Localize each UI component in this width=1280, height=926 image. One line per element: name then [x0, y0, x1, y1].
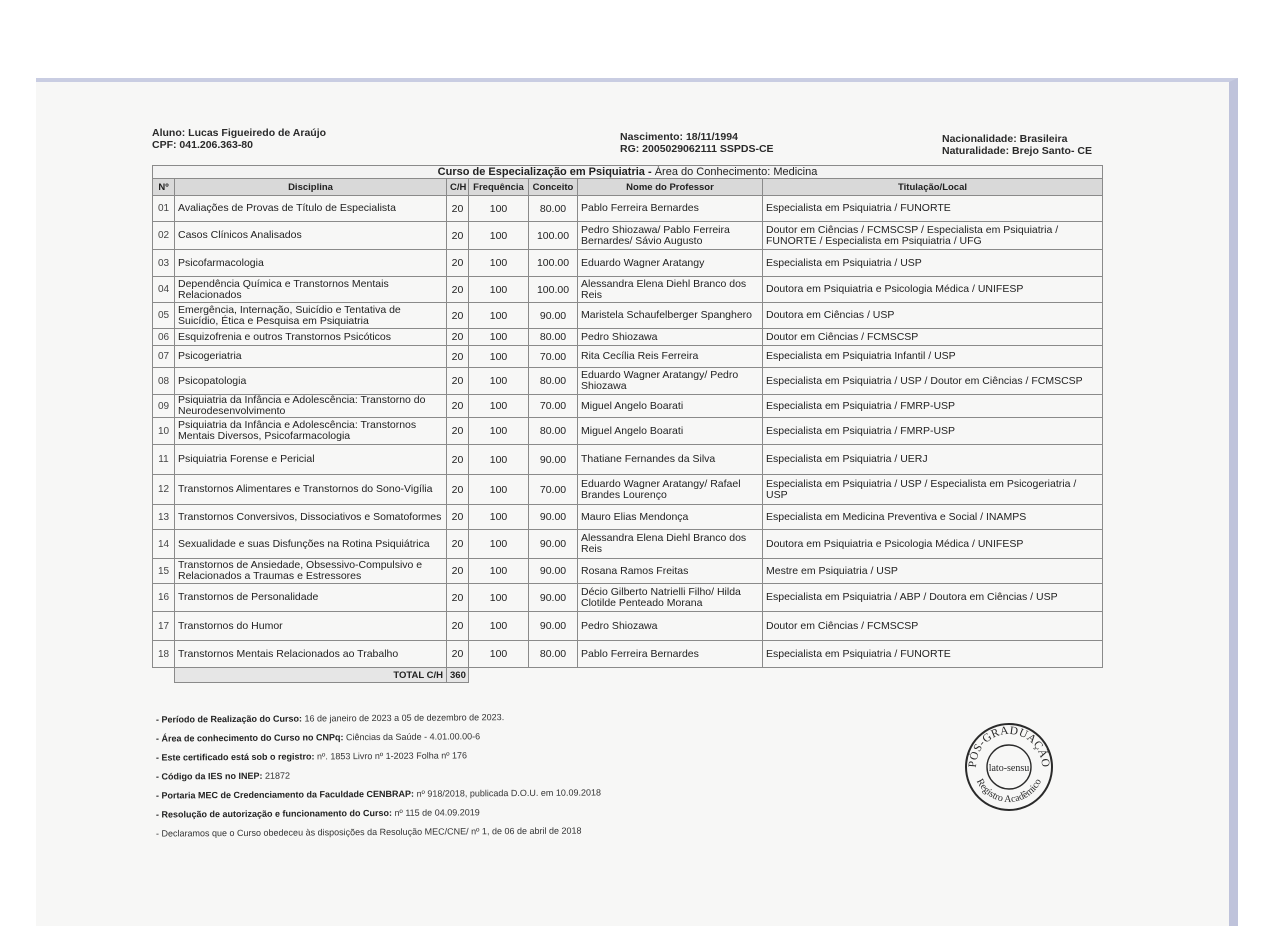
row-num: 01 [153, 196, 175, 222]
row-disciplina: Transtornos Conversivos, Dissociativos e Somatoformes [175, 505, 447, 530]
note-value: nº 918/2018, publicada D.O.U. em 10.09.2018 [416, 787, 601, 799]
header-ch: C/H [447, 179, 469, 196]
table-row [153, 303, 1103, 329]
row-disciplina: Transtornos Alimentares e Transtornos do Sono-Vigília [175, 475, 447, 505]
row-titulacao: Doutor em Ciências / FCMSCSP [763, 329, 1103, 346]
header-conceito: Conceito [529, 179, 578, 196]
grade-table-body [153, 196, 1103, 668]
row-ch: 20 [447, 303, 469, 329]
row-titulacao: Mestre em Psiquiatria / USP [763, 559, 1103, 584]
row-titulacao: Especialista em Psiquiatria / FUNORTE [763, 196, 1103, 222]
row-ch: 20 [447, 277, 469, 303]
aluno-name: Lucas Figueiredo de Araújo [188, 127, 327, 139]
student-birth-block [620, 131, 774, 155]
row-frequencia: 100 [469, 445, 529, 475]
table-row [153, 612, 1103, 641]
table-row [153, 445, 1103, 475]
table-row [153, 222, 1103, 250]
row-professor: Eduardo Wagner Aratangy [578, 250, 763, 277]
note-value: nº. 1853 Livro nº 1-2023 Folha nº 176 [316, 750, 468, 762]
row-conceito: 80.00 [529, 418, 578, 445]
row-conceito: 90.00 [529, 612, 578, 641]
row-disciplina: Transtornos de Ansiedade, Obsessivo-Compulsivo e Relacionados a Traumas e Estressores [175, 559, 447, 584]
row-num: 06 [153, 329, 175, 346]
row-ch: 20 [447, 196, 469, 222]
grade-table [152, 165, 1103, 683]
row-titulacao: Especialista em Psiquiatria / ABP / Doutora em Ciências / USP [763, 584, 1103, 612]
row-disciplina: Psicogeriatria [175, 346, 447, 368]
row-professor: Miguel Angelo Boarati [578, 395, 763, 418]
row-conceito: 90.00 [529, 505, 578, 530]
table-row [153, 329, 1103, 346]
row-titulacao: Especialista em Psiquiatria / USP [763, 250, 1103, 277]
row-disciplina: Transtornos do Humor [175, 612, 447, 641]
row-ch: 20 [447, 505, 469, 530]
row-ch: 20 [447, 559, 469, 584]
row-ch: 20 [447, 222, 469, 250]
table-row [153, 559, 1103, 584]
row-num: 04 [153, 277, 175, 303]
row-frequencia: 100 [469, 559, 529, 584]
row-titulacao: Especialista em Psiquiatria / UERJ [763, 445, 1103, 475]
table-row [153, 418, 1103, 445]
table-row [153, 277, 1103, 303]
row-titulacao: Doutora em Psiquiatria e Psicologia Médica / UNIFESP [763, 277, 1103, 303]
row-num: 15 [153, 559, 175, 584]
row-professor: Alessandra Elena Diehl Branco dos Reis [578, 277, 763, 303]
row-conceito: 90.00 [529, 445, 578, 475]
note-value: 21872 [264, 770, 291, 781]
caption-area: Área do Conhecimento: Medicina [654, 166, 818, 178]
row-professor: Pablo Ferreira Bernardes [578, 196, 763, 222]
row-titulacao: Doutora em Psiquiatria e Psicologia Médica / UNIFESP [763, 530, 1103, 559]
row-professor: Eduardo Wagner Aratangy/ Rafael Brandes Lourenço [578, 475, 763, 505]
row-ch: 20 [447, 445, 469, 475]
table-row [153, 196, 1103, 222]
row-num: 16 [153, 584, 175, 612]
note-label: - Área de conhecimento do Curso no CNPq: [155, 732, 344, 744]
row-num: 11 [153, 445, 175, 475]
header-titulacao: Titulação/Local [763, 179, 1103, 196]
row-num: 07 [153, 346, 175, 368]
row-professor: Thatiane Fernandes da Silva [578, 445, 763, 475]
row-professor: Miguel Angelo Boarati [578, 418, 763, 445]
row-titulacao: Especialista em Psiquiatria Infantil / USP [763, 346, 1103, 368]
caption-course: Curso de Especialização em Psiquiatria - [437, 166, 652, 178]
row-frequencia: 100 [469, 612, 529, 641]
course-notes [156, 713, 601, 846]
stamp-top-text: PÓS-GRADUAÇÃO [966, 724, 1052, 769]
note-label: - Este certificado está sob o registro: [155, 751, 315, 763]
table-row [153, 250, 1103, 277]
row-titulacao: Doutor em Ciências / FCMSCSP / Especialista em Psiquiatria / FUNORTE / Especialista em Psiquiatria / UFG [763, 222, 1103, 250]
table-row [153, 346, 1103, 368]
row-num: 18 [153, 641, 175, 668]
note-value: Ciências da Saúde - 4.01.00.00-6 [345, 731, 481, 743]
row-conceito: 90.00 [529, 584, 578, 612]
header-num: Nº [153, 179, 175, 196]
row-frequencia: 100 [469, 222, 529, 250]
row-titulacao: Doutora em Ciências / USP [763, 303, 1103, 329]
header-frequencia: Frequência [469, 179, 529, 196]
row-ch: 20 [447, 530, 469, 559]
student-origin-block [942, 133, 1092, 157]
row-conceito: 80.00 [529, 368, 578, 395]
note-label: - Código da IES no INEP: [155, 770, 263, 782]
row-professor: Pedro Shiozawa/ Pablo Ferreira Bernardes/ Sávio Augusto [578, 222, 763, 250]
student-id-block [152, 127, 326, 151]
note-label: - Período de Realização do Curso: [155, 713, 303, 725]
row-titulacao: Especialista em Psiquiatria / FUNORTE [763, 641, 1103, 668]
row-professor: Eduardo Wagner Aratangy/ Pedro Shiozawa [578, 368, 763, 395]
rg-label: RG: [620, 143, 640, 155]
stamp-bottom-text: Registro Acadêmico [974, 776, 1044, 806]
row-frequencia: 100 [469, 475, 529, 505]
row-frequencia: 100 [469, 641, 529, 668]
svg-text:PÓS-GRADUAÇÃO [966, 725, 1052, 768]
row-professor: Mauro Elias Mendonça [578, 505, 763, 530]
row-num: 14 [153, 530, 175, 559]
row-frequencia: 100 [469, 303, 529, 329]
row-frequencia: 100 [469, 505, 529, 530]
nacionalidade-label: Nacionalidade: [942, 133, 1017, 145]
row-num: 17 [153, 612, 175, 641]
row-professor: Rita Cecília Reis Ferreira [578, 346, 763, 368]
row-titulacao: Especialista em Medicina Preventiva e Social / INAMPS [763, 505, 1103, 530]
note-line [156, 825, 601, 847]
row-ch: 20 [447, 395, 469, 418]
row-frequencia: 100 [469, 196, 529, 222]
naturalidade-label: Naturalidade: [942, 145, 1010, 157]
row-frequencia: 100 [469, 530, 529, 559]
row-titulacao: Especialista em Psiquiatria / FMRP-USP [763, 418, 1103, 445]
row-conceito: 90.00 [529, 303, 578, 329]
cpf-label: CPF: [152, 139, 177, 151]
note-label: - Resolução de autorização e funcionamento do Curso: [155, 807, 393, 820]
row-conceito: 70.00 [529, 395, 578, 418]
table-row [153, 530, 1103, 559]
table-caption [153, 166, 1103, 179]
row-conceito: 100.00 [529, 222, 578, 250]
row-professor: Alessandra Elena Diehl Branco dos Reis [578, 530, 763, 559]
total-blank [469, 668, 1103, 683]
row-num: 05 [153, 303, 175, 329]
row-ch: 20 [447, 418, 469, 445]
row-frequencia: 100 [469, 395, 529, 418]
row-conceito: 80.00 [529, 641, 578, 668]
row-num: 08 [153, 368, 175, 395]
row-ch: 20 [447, 475, 469, 505]
row-frequencia: 100 [469, 277, 529, 303]
row-disciplina: Transtornos Mentais Relacionados ao Trabalho [175, 641, 447, 668]
row-ch: 20 [447, 584, 469, 612]
cpf-value: 041.206.363-80 [179, 139, 253, 151]
row-num: 10 [153, 418, 175, 445]
naturalidade-value: Brejo Santo- CE [1012, 145, 1092, 157]
aluno-label: Aluno: [152, 127, 186, 139]
row-titulacao: Doutor em Ciências / FCMSCSP [763, 612, 1103, 641]
table-row [153, 505, 1103, 530]
row-titulacao: Especialista em Psiquiatria / FMRP-USP [763, 395, 1103, 418]
row-disciplina: Psicopatologia [175, 368, 447, 395]
note-value: - Declaramos que o Curso obedeceu às disposições da Resolução MEC/CNE/ nº 1, de 06 de abril de 2018 [155, 825, 582, 839]
row-disciplina: Avaliações de Provas de Título de Especialista [175, 196, 447, 222]
table-row [153, 368, 1103, 395]
stamp-center-text: lato-sensu [988, 763, 1030, 774]
nacionalidade-value: Brasileira [1019, 133, 1068, 145]
nascimento-label: Nascimento: [620, 131, 684, 143]
row-disciplina: Dependência Química e Transtornos Mentais Relacionados [175, 277, 447, 303]
row-frequencia: 100 [469, 250, 529, 277]
row-disciplina: Sexualidade e suas Disfunções na Rotina Psiquiátrica [175, 530, 447, 559]
row-professor: Décio Gilberto Natrielli Filho/ Hilda Clotilde Penteado Morana [578, 584, 763, 612]
row-conceito: 70.00 [529, 475, 578, 505]
row-conceito: 100.00 [529, 250, 578, 277]
row-frequencia: 100 [469, 368, 529, 395]
row-conceito: 80.00 [529, 196, 578, 222]
nascimento-value: 18/11/1994 [685, 131, 738, 143]
academic-registry-stamp [964, 722, 1054, 812]
total-value: 360 [447, 668, 469, 683]
row-ch: 20 [447, 250, 469, 277]
total-label: TOTAL C/H [175, 668, 447, 683]
row-disciplina: Psiquiatria da Infância e Adolescência: Transtornos Mentais Diversos, Psicofarmacologia [175, 418, 447, 445]
row-conceito: 90.00 [529, 559, 578, 584]
row-professor: Pedro Shiozawa [578, 612, 763, 641]
row-frequencia: 100 [469, 329, 529, 346]
row-professor: Rosana Ramos Freitas [578, 559, 763, 584]
svg-text:Registro Acadêmico [974, 777, 1044, 805]
row-disciplina: Psiquiatria da Infância e Adolescência: Transtorno do Neurodesenvolvimento [175, 395, 447, 418]
row-num: 03 [153, 250, 175, 277]
row-num: 02 [153, 222, 175, 250]
note-label: - Portaria MEC de Credenciamento da Faculdade CENBRAP: [155, 788, 415, 801]
row-disciplina: Emergência, Internação, Suicídio e Tentativa de Suicídio, Ética e Pesquisa em Psiquiatria [175, 303, 447, 329]
rg-value: 2005029062111 SSPDS-CE [642, 143, 774, 155]
row-titulacao: Especialista em Psiquiatria / USP / Doutor em Ciências / FCMSCSP [763, 368, 1103, 395]
row-conceito: 70.00 [529, 346, 578, 368]
row-ch: 20 [447, 612, 469, 641]
row-ch: 20 [447, 368, 469, 395]
table-row [153, 641, 1103, 668]
row-professor: Maristela Schaufelberger Spanghero [578, 303, 763, 329]
table-row [153, 475, 1103, 505]
row-conceito: 90.00 [529, 530, 578, 559]
header-professor: Nome do Professor [578, 179, 763, 196]
row-disciplina: Psicofarmacologia [175, 250, 447, 277]
row-num: 12 [153, 475, 175, 505]
row-conceito: 100.00 [529, 277, 578, 303]
row-num: 13 [153, 505, 175, 530]
row-ch: 20 [447, 641, 469, 668]
header-disciplina: Disciplina [175, 179, 447, 196]
total-spacer [153, 668, 175, 683]
row-disciplina: Casos Clínicos Analisados [175, 222, 447, 250]
note-value: nº 115 de 04.09.2019 [394, 807, 480, 818]
row-conceito: 80.00 [529, 329, 578, 346]
row-ch: 20 [447, 329, 469, 346]
row-num: 09 [153, 395, 175, 418]
row-professor: Pablo Ferreira Bernardes [578, 641, 763, 668]
row-titulacao: Especialista em Psiquiatria / USP / Especialista em Psicogeriatria / USP [763, 475, 1103, 505]
row-professor: Pedro Shiozawa [578, 329, 763, 346]
row-frequencia: 100 [469, 418, 529, 445]
note-value: 16 de janeiro de 2023 a 05 de dezembro de 2023. [304, 712, 505, 724]
table-row [153, 584, 1103, 612]
row-disciplina: Esquizofrenia e outros Transtornos Psicóticos [175, 329, 447, 346]
row-frequencia: 100 [469, 584, 529, 612]
row-frequencia: 100 [469, 346, 529, 368]
row-ch: 20 [447, 346, 469, 368]
table-row [153, 395, 1103, 418]
row-disciplina: Transtornos de Personalidade [175, 584, 447, 612]
row-disciplina: Psiquiatria Forense e Pericial [175, 445, 447, 475]
